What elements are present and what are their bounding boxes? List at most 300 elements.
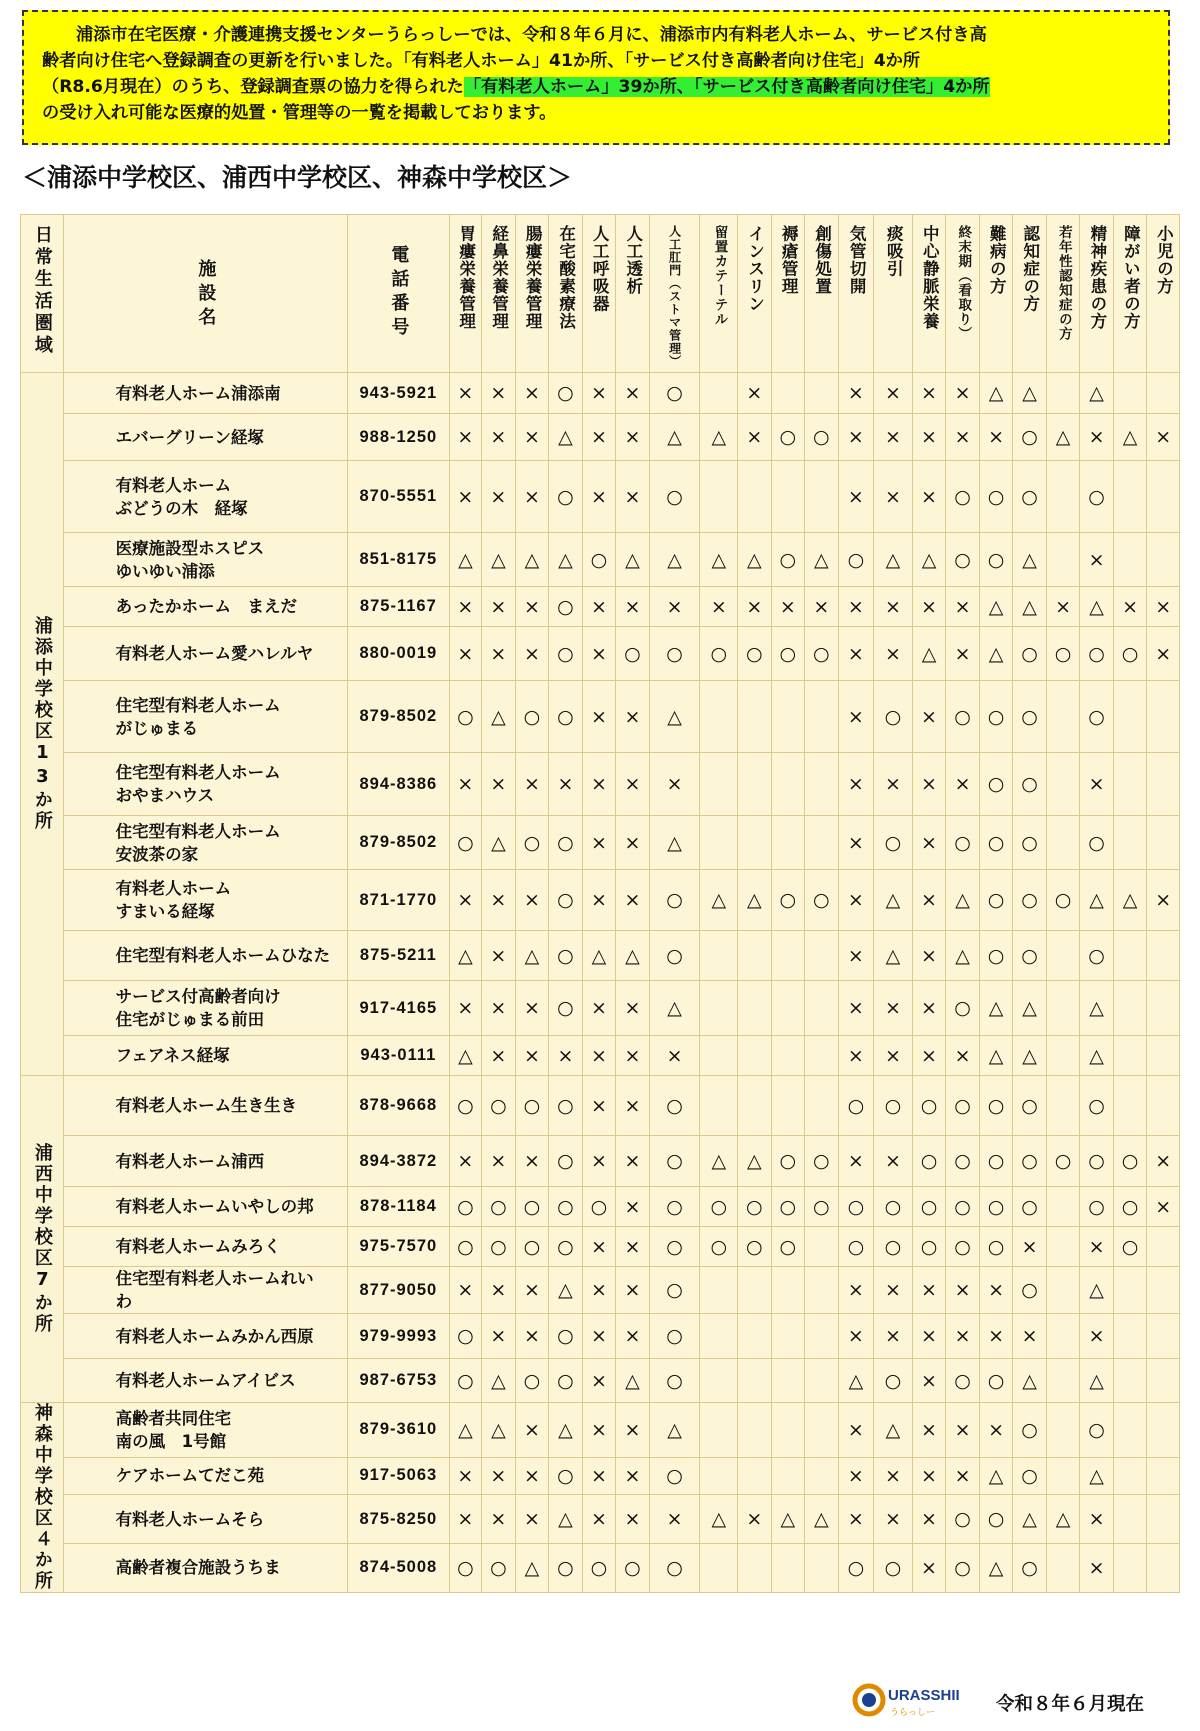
support-mark: × [649,587,700,627]
support-mark: × [482,587,516,627]
facility-name: 有料老人ホーム生き生き [63,1076,347,1136]
support-mark: ○ [649,373,700,414]
facility-name: 住宅型有料老人ホーム がじゅまる [63,681,347,753]
table-row [21,414,1180,461]
support-mark: △ [979,981,1013,1036]
support-mark [1113,533,1147,587]
support-mark: △ [549,1267,583,1314]
support-mark: ○ [979,816,1013,870]
facility-phone: 875-5211 [348,931,450,981]
support-mark: ○ [805,627,839,681]
support-mark [1147,1495,1180,1543]
support-mark: × [946,627,980,681]
support-mark: × [449,1495,482,1543]
support-mark: × [616,461,650,533]
support-mark: × [912,414,946,461]
support-mark [1113,1076,1147,1136]
support-mark [1046,1359,1080,1403]
support-mark: × [515,1403,549,1458]
support-mark: × [449,981,482,1036]
support-mark: △ [912,627,946,681]
support-mark [1147,1457,1180,1495]
header-item-0: 胃瘻栄養管理 [449,215,482,373]
support-mark [1046,1227,1080,1267]
notice-line-3: （R8.6月現在）のうち、登録調査票の協力を得られた [42,77,464,97]
support-mark: ○ [449,1187,482,1227]
support-mark [1113,1036,1147,1076]
support-mark: × [838,816,874,870]
facility-name: 有料老人ホームいやしの邦 [63,1187,347,1227]
support-mark: ○ [946,1227,980,1267]
support-mark: △ [700,533,738,587]
support-mark: ○ [874,1543,913,1592]
facility-phone: 917-4165 [348,981,450,1036]
support-mark: × [515,981,549,1036]
support-mark: ○ [1080,1136,1114,1187]
facility-name: 有料老人ホーム すまいる経塚 [63,870,347,931]
support-mark: × [515,1457,549,1495]
support-mark: × [482,1267,516,1314]
support-mark: ○ [1013,931,1047,981]
support-mark: × [874,1267,913,1314]
support-mark: × [482,1314,516,1359]
header-name: 施設名 [63,215,347,373]
support-mark: ○ [649,1314,700,1359]
facility-name: 有料老人ホーム浦西 [63,1136,347,1187]
support-mark: △ [946,870,980,931]
support-mark [1046,1267,1080,1314]
support-mark [1147,1227,1180,1267]
support-mark: × [482,931,516,981]
support-mark: × [874,1457,913,1495]
support-mark: × [449,414,482,461]
support-mark: ○ [946,1495,980,1543]
support-mark: △ [515,533,549,587]
support-mark: × [616,681,650,753]
support-mark [805,1543,839,1592]
support-mark: ○ [515,681,549,753]
support-mark [771,816,805,870]
support-mark [805,753,839,816]
support-mark: × [582,461,616,533]
support-mark: ○ [738,1227,772,1267]
support-mark: × [838,931,874,981]
support-mark: △ [946,931,980,981]
support-mark: ○ [1080,816,1114,870]
support-mark [700,1359,738,1403]
support-mark: △ [700,870,738,931]
support-mark: ○ [1013,1403,1047,1458]
facility-name: ケアホームてだこ苑 [63,1457,347,1495]
support-mark: △ [805,1495,839,1543]
support-mark: ○ [946,1136,980,1187]
facility-phone: 879-8502 [348,816,450,870]
support-mark: △ [1080,870,1114,931]
area-cell: 神森中学校区４か所 [21,1403,64,1593]
support-mark: ○ [979,1187,1013,1227]
facility-name: 住宅型有料老人ホーム おやまハウス [63,753,347,816]
support-mark: × [946,753,980,816]
support-mark: ○ [979,461,1013,533]
support-mark [1046,1543,1080,1592]
support-mark: ○ [979,533,1013,587]
support-mark: × [549,753,583,816]
support-mark [738,1403,772,1458]
support-mark: × [549,1036,583,1076]
support-mark: ○ [805,870,839,931]
support-mark: × [482,753,516,816]
support-mark: ○ [771,414,805,461]
support-mark: △ [738,870,772,931]
support-mark: ○ [1013,1457,1047,1495]
support-mark: ○ [1080,681,1114,753]
support-mark: × [616,1227,650,1267]
support-mark: × [582,1359,616,1403]
support-mark: ○ [549,461,583,533]
support-mark: ○ [1013,461,1047,533]
support-mark: △ [979,373,1013,414]
support-mark [700,1036,738,1076]
support-mark: △ [649,981,700,1036]
header-item-19: 障がい者の方 [1113,215,1147,373]
support-mark: ○ [549,1359,583,1403]
support-mark: × [515,870,549,931]
support-mark: ○ [582,1543,616,1592]
support-mark: × [874,1495,913,1543]
support-mark: ○ [449,1359,482,1403]
support-mark: × [946,587,980,627]
support-mark [1147,981,1180,1036]
support-mark: × [582,1314,616,1359]
support-mark: ○ [979,681,1013,753]
facility-phone: 878-1184 [348,1187,450,1227]
support-mark: ○ [549,681,583,753]
facility-name: 有料老人ホーム ぶどうの木 経塚 [63,461,347,533]
support-mark: ○ [1046,1136,1080,1187]
header-item-8: インスリン [738,215,772,373]
support-mark [805,1457,839,1495]
support-mark: ○ [912,1227,946,1267]
facility-name: 医療施設型ホスピス ゆいゆい浦添 [63,533,347,587]
support-mark: × [582,414,616,461]
support-mark: ○ [616,1543,650,1592]
support-mark [1113,753,1147,816]
support-mark: ○ [449,1227,482,1267]
support-mark: △ [1080,1359,1114,1403]
support-mark: ○ [649,1136,700,1187]
support-mark [738,1359,772,1403]
support-mark [1046,816,1080,870]
support-mark: × [838,1457,874,1495]
support-mark: ○ [771,1136,805,1187]
support-mark [1046,1457,1080,1495]
support-mark: × [482,461,516,533]
support-mark: ○ [515,1227,549,1267]
support-mark: × [912,870,946,931]
facility-phone: 979-9993 [348,1314,450,1359]
facility-phone: 851-8175 [348,533,450,587]
support-mark [771,681,805,753]
table-row [21,1267,1180,1314]
support-mark: ○ [1046,870,1080,931]
support-mark: × [616,1036,650,1076]
header-item-16: 認知症の方 [1013,215,1047,373]
support-mark: ○ [649,1076,700,1136]
support-mark [1113,1359,1147,1403]
support-mark: × [738,373,772,414]
support-mark: ○ [1080,627,1114,681]
support-mark: × [912,373,946,414]
support-mark: ○ [1046,627,1080,681]
table-row [21,681,1180,753]
support-mark: × [838,753,874,816]
support-mark: △ [449,1036,482,1076]
support-mark: ○ [549,1314,583,1359]
support-mark: △ [515,931,549,981]
support-mark [771,753,805,816]
support-mark: △ [1013,1359,1047,1403]
support-mark [738,1314,772,1359]
support-mark: △ [482,681,516,753]
support-mark [1147,1543,1180,1592]
facility-name: 有料老人ホーム愛ハレルヤ [63,627,347,681]
support-mark: × [616,870,650,931]
support-mark: × [1147,1187,1180,1227]
support-mark: ○ [700,627,738,681]
facility-name: 高齢者複合施設うちま [63,1543,347,1592]
support-mark: ○ [874,1076,913,1136]
support-mark: × [946,1457,980,1495]
support-mark: △ [912,533,946,587]
support-mark: × [1147,587,1180,627]
support-mark: × [1013,1314,1047,1359]
support-mark: × [515,1267,549,1314]
support-mark: ○ [838,533,874,587]
support-mark: × [616,1187,650,1227]
support-mark [805,1267,839,1314]
table-row [21,1495,1180,1543]
support-mark: ○ [874,816,913,870]
support-mark: × [838,981,874,1036]
support-mark: ○ [649,1543,700,1592]
facility-name: フェアネス経塚 [63,1036,347,1076]
support-mark: △ [582,931,616,981]
support-mark [1147,461,1180,533]
support-mark [700,1543,738,1592]
support-mark [1046,373,1080,414]
support-mark: × [515,1136,549,1187]
support-mark: × [482,1457,516,1495]
support-mark: × [912,1543,946,1592]
support-mark: △ [449,1403,482,1458]
support-mark: × [874,373,913,414]
support-mark: △ [874,931,913,981]
support-mark [738,1267,772,1314]
support-mark: ○ [449,681,482,753]
support-mark [700,1403,738,1458]
facility-phone: 874-5008 [348,1543,450,1592]
support-mark: ○ [771,870,805,931]
support-mark: △ [549,414,583,461]
support-mark [1046,1187,1080,1227]
support-mark: ○ [649,1457,700,1495]
support-mark: △ [1080,1457,1114,1495]
support-mark: × [1113,587,1147,627]
support-mark: × [582,816,616,870]
support-mark: × [616,1403,650,1458]
support-mark: × [649,1036,700,1076]
support-mark: × [838,1314,874,1359]
support-mark [1113,1403,1147,1458]
support-mark: × [946,1403,980,1458]
support-mark [1147,681,1180,753]
header-phone: 電話番号 [348,215,450,373]
support-mark: △ [1046,1495,1080,1543]
facility-name: あったかホーム まえだ [63,587,347,627]
table-row [21,1036,1180,1076]
support-mark [1147,373,1180,414]
support-mark: × [1147,870,1180,931]
support-mark: ○ [1013,414,1047,461]
header-item-15: 難病の方 [979,215,1013,373]
support-mark: × [912,1495,946,1543]
support-mark: ○ [805,414,839,461]
support-mark [805,1227,839,1267]
support-mark [700,753,738,816]
support-mark: × [838,414,874,461]
facility-phone: 875-8250 [348,1495,450,1543]
support-mark: × [738,414,772,461]
support-mark: × [1080,414,1114,461]
support-mark: ○ [515,1076,549,1136]
header-item-3: 在宅酸素療法 [549,215,583,373]
header-item-18: 精神疾患の方 [1080,215,1114,373]
support-mark: × [946,414,980,461]
support-mark: ○ [1080,1403,1114,1458]
facility-phone: 880-0019 [348,627,450,681]
support-mark [1147,1359,1180,1403]
logo-text: URASSHII [888,1687,960,1704]
support-mark: × [838,1267,874,1314]
support-mark [1046,1036,1080,1076]
logo-mark-icon [850,1680,970,1720]
support-mark [1046,753,1080,816]
facility-name: 高齢者共同住宅 南の風 1号館 [63,1403,347,1458]
support-mark: △ [1080,1036,1114,1076]
support-mark: ○ [771,1227,805,1267]
support-mark: ○ [649,1227,700,1267]
support-mark [1113,1314,1147,1359]
support-mark: × [838,461,874,533]
support-mark: ○ [1113,1136,1147,1187]
support-mark: × [515,587,549,627]
support-mark [1147,1267,1180,1314]
facility-name: サービス付高齢者向け 住宅がじゅまる前田 [63,981,347,1036]
table-row [21,1403,1180,1458]
support-mark [1147,816,1180,870]
support-mark: × [874,627,913,681]
support-mark: × [515,414,549,461]
support-mark: × [449,870,482,931]
support-mark: ○ [582,533,616,587]
header-item-11: 気管切開 [838,215,874,373]
support-mark [805,681,839,753]
support-mark: ○ [616,627,650,681]
support-mark [771,1267,805,1314]
support-mark: × [912,587,946,627]
table-row [21,753,1180,816]
support-mark: × [449,587,482,627]
support-mark: × [838,1136,874,1187]
table-row [21,1076,1180,1136]
support-mark: ○ [549,1187,583,1227]
support-mark: × [515,753,549,816]
support-mark: △ [449,533,482,587]
notice-line-1: 浦添市在宅医療・介護連携支援センターうらっしーでは、令和８年６月に、浦添市内有料老人ホーム、サービス付き高 [76,25,987,45]
facility-phone: 871-1770 [348,870,450,931]
support-mark: ○ [874,681,913,753]
support-mark [1147,1076,1180,1136]
facility-table [20,214,1180,1593]
support-mark: × [838,627,874,681]
support-mark [805,1076,839,1136]
support-mark: ○ [649,1267,700,1314]
support-mark: × [649,753,700,816]
support-mark: △ [874,1403,913,1458]
table-row [21,1359,1180,1403]
support-mark: × [582,1403,616,1458]
support-mark: × [582,373,616,414]
facility-phone: 877-9050 [348,1267,450,1314]
area-cell: 浦添中学校区13か所 [21,373,64,1076]
support-mark: ○ [946,681,980,753]
support-mark: △ [616,931,650,981]
support-mark: × [616,981,650,1036]
support-mark: × [874,587,913,627]
support-mark: × [912,981,946,1036]
support-mark [738,753,772,816]
support-mark [1113,1543,1147,1592]
support-mark [1113,1495,1147,1543]
support-mark: ○ [979,1227,1013,1267]
header-item-12: 痰吸引 [874,215,913,373]
support-mark [738,1543,772,1592]
facility-phone: 870-5551 [348,461,450,533]
support-mark: × [482,414,516,461]
logo-subtext: うらっしー [890,1708,936,1718]
table-row [21,1457,1180,1495]
support-mark [1046,681,1080,753]
support-mark: ○ [515,816,549,870]
support-mark: △ [979,627,1013,681]
support-mark: ○ [946,1543,980,1592]
support-mark [771,931,805,981]
support-mark: × [912,753,946,816]
support-mark: △ [1113,414,1147,461]
support-mark [738,681,772,753]
support-mark: ○ [805,1136,839,1187]
support-mark: △ [979,587,1013,627]
support-mark: △ [482,1359,516,1403]
support-mark [805,1403,839,1458]
support-mark: × [1080,1227,1114,1267]
support-mark: △ [874,533,913,587]
support-mark [700,816,738,870]
support-mark: ○ [549,1457,583,1495]
support-mark: ○ [912,1187,946,1227]
support-mark: ○ [874,1359,913,1403]
support-mark: △ [838,1359,874,1403]
